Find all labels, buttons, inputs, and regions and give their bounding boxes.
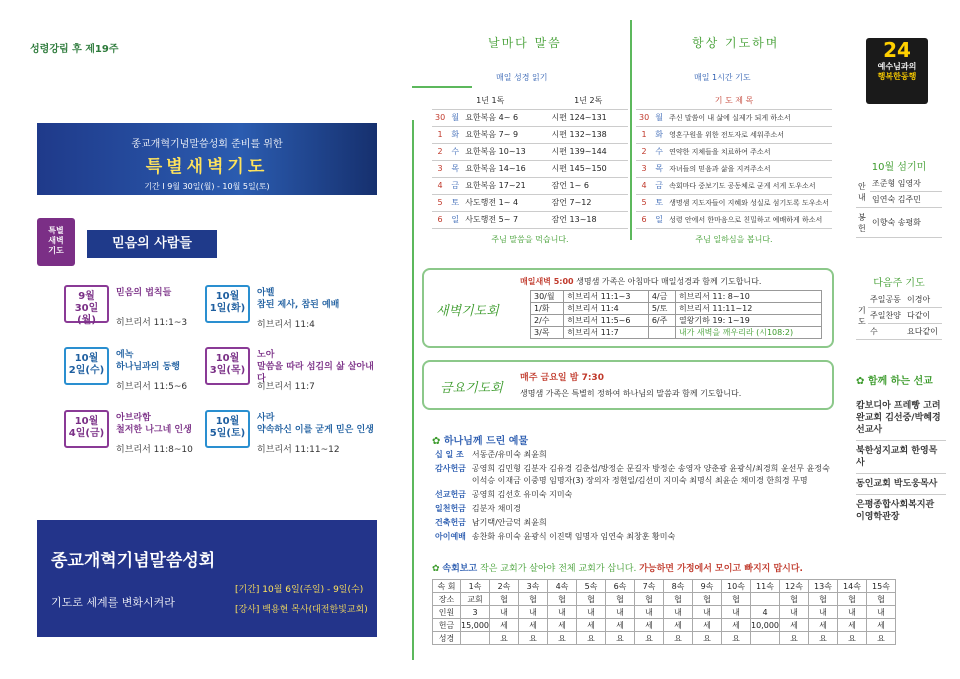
row-date: 6 xyxy=(636,211,652,228)
row-day: 목 xyxy=(652,160,666,177)
cell-value: 내 xyxy=(780,606,809,619)
dawn-cell: 히브리서 11:7 xyxy=(564,327,649,339)
dawn-cell: 히브리서 11:1~3 xyxy=(564,291,649,303)
row-date: 30 xyxy=(432,109,448,126)
row-date: 1 xyxy=(432,126,448,143)
table-row xyxy=(636,143,832,160)
cell-value: 교회 xyxy=(461,593,490,606)
offering-kind: 일천헌금 xyxy=(435,504,466,513)
cell-header-cell: 7속 xyxy=(635,580,664,593)
list-item xyxy=(432,502,842,516)
cell-value: 15,000 xyxy=(461,620,489,630)
offering-kind: 건축헌금 xyxy=(435,518,466,527)
cell-value: 내 xyxy=(693,606,722,619)
offering-names: 서동준/유미숙 최윤희 xyxy=(471,450,547,459)
cell-value: 10,000 xyxy=(751,620,779,630)
cell-value: 내 xyxy=(548,606,577,619)
cell-value: 협 xyxy=(577,593,606,606)
sermon-card xyxy=(205,410,375,458)
cell-value: 협 xyxy=(809,593,838,606)
cell-value: 요 xyxy=(809,632,838,645)
october-host-table: 안내 조준형 임영자 임연숙 김주민 봉헌 이향숙 송평화 xyxy=(856,176,942,238)
calendar-icon: 10월 2일(수) xyxy=(64,347,109,385)
dawn-cell: 내가 새벽을 깨우리라 (시108:2) xyxy=(675,327,821,339)
row-reading-1: 사도행전 5~ 7 xyxy=(462,211,548,228)
prayer-footer: 주님 일하심을 봅니다. xyxy=(695,235,773,244)
prayer-sub: 매일 1시간 기도 xyxy=(694,73,751,82)
table-row xyxy=(433,619,896,632)
row-date: 4 xyxy=(432,177,448,194)
sermon-title: 아브라함 철저한 나그네 인생 xyxy=(116,413,192,435)
table-row xyxy=(531,315,822,327)
cell-header: ✿ 속회보고 작은 교회가 살아야 전체 교회가 삽니다. 가능하면 가정에서 모이고 빠지지 맙시다. xyxy=(432,564,803,574)
row-topic: 속회마다 중보기도 공동체로 굳게 서게 도우소서 xyxy=(666,177,832,194)
list-item xyxy=(432,516,842,530)
cell-value: 요 xyxy=(548,632,577,645)
cell-header-cell: 6속 xyxy=(606,580,635,593)
dawn-cell: 2/수 xyxy=(531,315,564,327)
row-reading-1: 사도행전 1~ 4 xyxy=(462,194,548,211)
offering-names: 남기택/안금덕 최윤희 xyxy=(471,518,547,527)
cell-header-cell: 3속 xyxy=(519,580,548,593)
row-reading-2: 시편 132~138 xyxy=(549,126,628,143)
cell-value: 요 xyxy=(664,632,693,645)
cell-value: 협 xyxy=(606,593,635,606)
sermon-ref: 히브리서 11:5~6 xyxy=(116,382,188,392)
cell-value: 내 xyxy=(606,606,635,619)
sermon-title: 사라 약속하신 이를 굳게 믿은 인생 xyxy=(257,413,374,435)
row-day: 일 xyxy=(652,211,666,228)
row-topic: 생명샘 지도자들이 지혜와 성실로 섬기도록 도우소서 xyxy=(666,194,832,211)
row-date: 5 xyxy=(432,194,448,211)
calendar-icon: 10월 4일(금) xyxy=(64,410,109,448)
table-row xyxy=(636,177,832,194)
dawn-cell: 30/월 xyxy=(531,291,564,303)
conference-details: [기간] 10월 6일(주일) - 9일(수) [강사] 백용현 목사(대전한빛교회) xyxy=(235,585,368,615)
table-row xyxy=(433,580,896,593)
table-row xyxy=(432,109,628,126)
offering-kind: 선교헌금 xyxy=(435,490,466,499)
list-item xyxy=(432,530,842,544)
calendar-icon: 10월 1일(화) xyxy=(205,285,250,323)
table-row xyxy=(432,143,628,160)
list-item xyxy=(432,462,842,488)
cell-value: 내 xyxy=(664,606,693,619)
row-reading-1: 요한복음 4~ 6 xyxy=(462,109,548,126)
row-reading-1: 요한복음 10~13 xyxy=(462,143,548,160)
cell-value: 협 xyxy=(722,593,751,606)
sermon-ref: 히브리서 11:1~3 xyxy=(116,318,188,328)
cell-value: 협 xyxy=(867,593,896,606)
week-label: 성령강림 후 제19주 xyxy=(30,44,119,55)
row-day: 토 xyxy=(652,194,666,211)
cell-value: 인원 xyxy=(433,606,461,619)
dawn-cell: 히브리서 11:11~12 xyxy=(675,303,821,315)
row-date: 30 xyxy=(636,109,652,126)
cell-table xyxy=(432,579,896,645)
offering-names: 김분자 채미경 xyxy=(471,504,521,513)
tree-icon: ✿ xyxy=(432,564,443,574)
row-topic: 연약한 지체들을 치료하여 주소서 xyxy=(666,143,832,160)
cell-header-cell: 4속 xyxy=(548,580,577,593)
table-row xyxy=(636,160,832,177)
cell-value: 세 xyxy=(519,619,548,632)
cell-value: 내 xyxy=(519,606,548,619)
row-date: 2 xyxy=(636,143,652,160)
friday-label: 금요기도회 xyxy=(440,381,503,396)
divider-line xyxy=(412,86,472,88)
cell-value: 협 xyxy=(780,593,809,606)
daily-reading-sub: 매일 성경 읽기 xyxy=(496,73,548,82)
table-row xyxy=(432,194,628,211)
cell-value: 세 xyxy=(548,619,577,632)
row-day: 금 xyxy=(652,177,666,194)
offering-names: 송찬화 유미숙 윤광식 이진택 임명자 임연숙 최창훈 황미숙 xyxy=(471,532,676,541)
row-reading-2: 시편 139~144 xyxy=(549,143,628,160)
cell-value: 내 xyxy=(722,606,751,619)
cell-value: 3 xyxy=(461,606,490,619)
cell-header-cell: 속 회 xyxy=(433,580,461,593)
october-host-title: 10월 섬기미 xyxy=(871,162,927,173)
cell-header-cell: 12속 xyxy=(780,580,809,593)
table-row xyxy=(531,291,822,303)
cell-value: 4 xyxy=(751,606,780,619)
table-row xyxy=(636,211,832,228)
sermon-ref: 히브리서 11:8~10 xyxy=(116,445,193,455)
row-day: 화 xyxy=(448,126,462,143)
friday-intro: 매주 금요일 밤 7:30 xyxy=(520,373,604,383)
divider-line xyxy=(412,120,414,660)
row-day: 토 xyxy=(448,194,462,211)
dawn-cell: 열왕기하 19: 1~19 xyxy=(675,315,821,327)
dawn-cell: 히브리서 11: 8~10 xyxy=(675,291,821,303)
cell-value: 협 xyxy=(635,593,664,606)
row-day: 화 xyxy=(652,126,666,143)
cell-value xyxy=(751,632,780,645)
cell-value xyxy=(751,593,780,606)
row-day: 목 xyxy=(448,160,462,177)
cell-value: 협 xyxy=(838,593,867,606)
cell-header-cell: 5속 xyxy=(577,580,606,593)
tree-icon: ✿ xyxy=(432,436,444,447)
cell-value: 협 xyxy=(519,593,548,606)
cell-header-cell: 13속 xyxy=(809,580,838,593)
table-row xyxy=(432,126,628,143)
row-topic: 영혼구원을 위한 전도자로 세워주소서 xyxy=(666,126,832,143)
row-reading-2: 시편 124~131 xyxy=(549,109,628,126)
table-row xyxy=(531,327,822,339)
row-topic: 성령 안에서 한마음으로 친밀하고 예배하게 하소서 xyxy=(666,211,832,228)
row-reading-2: 잠언 7~12 xyxy=(549,194,628,211)
table-row xyxy=(433,593,896,606)
row-day: 금 xyxy=(448,177,462,194)
cell-header-cell: 14속 xyxy=(838,580,867,593)
cell-value: 세 xyxy=(606,619,635,632)
table-row xyxy=(433,606,896,619)
prayer-header: 항상 기도하며 xyxy=(692,36,780,50)
offering-title: ✿ 하나님께 드린 예물 xyxy=(432,436,529,447)
dawn-cell: 5/토 xyxy=(648,303,675,315)
list-item xyxy=(432,488,842,502)
cell-value: 요 xyxy=(838,632,867,645)
cell-value: 세 xyxy=(664,619,693,632)
row-reading-2: 잠언 13~18 xyxy=(549,211,628,228)
cell-value: 협 xyxy=(664,593,693,606)
dawn-cell: 히브리서 11:5~6 xyxy=(564,315,649,327)
cell-value: 세 xyxy=(577,619,606,632)
conference-subtitle: 기도로 세계를 변화시켜라 xyxy=(51,596,175,609)
cell-header-cell: 15속 xyxy=(867,580,896,593)
calendar-icon: 9월 30일(월) xyxy=(64,285,109,323)
cell-value: 요 xyxy=(606,632,635,645)
offering-names: 공영희 김선호 유미숙 지미숙 xyxy=(471,490,573,499)
row-day: 월 xyxy=(652,109,666,126)
offering-names: 공영희 김민형 김분자 김유경 김춘섭/방정순 문길자 방정순 송영자 양춘광 윤광식/최경희 윤선무 윤정숙 이석승 이재금 이중명 임명자(3) 장의자 정현일/김선미 지미숙 최명식 최윤순 채미경 한희경 무명 xyxy=(471,464,830,485)
daily-footer: 주님 말씀을 먹습니다. xyxy=(491,235,569,244)
row-date: 4 xyxy=(636,177,652,194)
cell-value: 협 xyxy=(548,593,577,606)
row-reading-1: 요한복음 14~16 xyxy=(462,160,548,177)
cell-value: 내 xyxy=(809,606,838,619)
cell-value: 요 xyxy=(635,632,664,645)
cell-value: 장소 xyxy=(433,593,461,606)
missions-title: ✿ 함께 하는 선교 xyxy=(856,376,933,387)
row-date: 2 xyxy=(432,143,448,160)
row-reading-1: 요한복음 7~ 9 xyxy=(462,126,548,143)
next-week-title: 다음주 기도 xyxy=(873,278,925,289)
row-date: 6 xyxy=(432,211,448,228)
cell-value: 요 xyxy=(519,632,548,645)
row-date: 1 xyxy=(636,126,652,143)
banner-period: 기간 I 9월 30일(월) - 10월 5일(토) xyxy=(144,182,270,191)
tree-icon: ✿ xyxy=(856,376,868,387)
cell-header-cell: 10속 xyxy=(722,580,751,593)
offering-kind: 아이예배 xyxy=(435,532,466,541)
cell-header-cell: 2속 xyxy=(490,580,519,593)
row-day: 수 xyxy=(652,143,666,160)
list-item xyxy=(432,448,842,462)
row-topic: 자녀들의 믿음과 삶을 지켜주소서 xyxy=(666,160,832,177)
sermon-title: 에녹 하나님과의 동행 xyxy=(116,350,180,372)
row-topic: 주신 말씀이 내 삶에 실제가 되게 하소서 xyxy=(666,109,832,126)
row-day: 수 xyxy=(448,143,462,160)
cell-value: 요 xyxy=(490,632,519,645)
sermon-title: 노아 말씀을 따라 섬김의 삶 살아내다 xyxy=(257,350,374,384)
dawn-cell: 3/목 xyxy=(531,327,564,339)
sermon-ref: 히브리서 11:11~12 xyxy=(257,445,340,455)
sermon-card xyxy=(205,285,375,333)
offering-table xyxy=(432,448,842,544)
dawn-label: 새벽기도회 xyxy=(436,304,499,319)
cell-value: 세 xyxy=(722,619,751,632)
special-dawn-tag: 특별 새벽 기도 xyxy=(37,218,75,266)
missions-list: 캄보디아 프레빵 고려완교회 김선중/박혜경선교사 북한성지교회 한영목사 동인교회 박도웅목사 은평종합사회복지관 이영학관장 xyxy=(856,400,946,523)
table-row xyxy=(432,211,628,228)
friday-text: 생명샘 가족은 특별히 정하여 하나님의 말씀과 함께 기도합니다. xyxy=(520,389,742,398)
cell-value: 세 xyxy=(635,619,664,632)
row-day: 월 xyxy=(448,109,462,126)
cell-header-cell: 8속 xyxy=(664,580,693,593)
offering-kind: 십 일 조 xyxy=(435,450,464,459)
calendar-icon: 10월 5일(토) xyxy=(205,410,250,448)
dawn-cell: 4/금 xyxy=(648,291,675,303)
row-date: 3 xyxy=(636,160,652,177)
table-row xyxy=(531,303,822,315)
row-reading-2: 잠언 1~ 6 xyxy=(549,177,628,194)
cell-value: 내 xyxy=(838,606,867,619)
conference-title: 종교개혁기념말씀성회 xyxy=(51,551,216,571)
cell-value: 내 xyxy=(490,606,519,619)
next-week-table: 기도 주일공동 이경아 주일찬양 다같이 수 요다같이 xyxy=(856,292,942,340)
cell-value: 세 xyxy=(693,619,722,632)
dawn-intro: 매일새벽 5:00 생명샘 가족은 아침마다 매일성경과 함께 기도합니다. xyxy=(520,277,762,286)
cell-value: 세 xyxy=(809,619,838,632)
row-date: 3 xyxy=(432,160,448,177)
cell-value: 요 xyxy=(867,632,896,645)
row-reading-1: 요한복음 17~21 xyxy=(462,177,548,194)
cell-value: 세 xyxy=(838,619,867,632)
dawn-cell: 히브리서 11:4 xyxy=(564,303,649,315)
cell-value: 협 xyxy=(490,593,519,606)
sermon-ref: 히브리서 11:4 xyxy=(257,320,315,330)
church-logo: 24 예수님과의 행복한동행 xyxy=(866,38,928,104)
divider-line xyxy=(630,20,632,240)
cell-value: 세 xyxy=(867,619,896,632)
cell-header-cell: 1속 xyxy=(461,580,490,593)
table-row xyxy=(432,160,628,177)
cell-header-cell: 9속 xyxy=(693,580,722,593)
cell-value: 내 xyxy=(635,606,664,619)
daily-reading-table: 1년 1독 1년 2독 30 월 요한복음 4~ 6 시편 124~131 1 화 요한복음 7~ 9 시편 132~138 2 수 요한복음 10~13 시편 139~144 3 목 요한복음 14~16 시편 145~150 4 금 요한복음 17~21 잠언 1~ 6 5 토 사도행전 1~ 4 잠언 7~12 6 일 사도행전 5~ 7 잠언 13~18 xyxy=(432,92,628,229)
row-reading-2: 시편 145~150 xyxy=(549,160,628,177)
cell-value: 요 xyxy=(577,632,606,645)
table-row xyxy=(636,126,832,143)
dawn-prayer-banner xyxy=(37,123,377,195)
sermon-title: 아벨 참된 제사, 참된 예배 xyxy=(257,288,340,310)
row-date: 5 xyxy=(636,194,652,211)
dawn-cell: 1/화 xyxy=(531,303,564,315)
sermon-card xyxy=(205,347,375,395)
cell-value: 내 xyxy=(867,606,896,619)
cell-value: 협 xyxy=(693,593,722,606)
sermon-ref: 히브리서 11:7 xyxy=(257,382,315,392)
conference-banner xyxy=(37,520,377,637)
daily-word-header: 날마다 말씀 xyxy=(488,36,562,50)
banner-line1: 종교개혁기념말씀성회 준비를 위한 xyxy=(131,139,283,150)
cell-value: 내 xyxy=(577,606,606,619)
cell-value: 요 xyxy=(693,632,722,645)
cell-value xyxy=(461,632,490,645)
dawn-cell: 6/주 xyxy=(648,315,675,327)
table-row xyxy=(636,194,832,211)
offering-kind: 감사헌금 xyxy=(435,464,466,473)
table-row xyxy=(636,109,832,126)
cell-header-cell: 11속 xyxy=(751,580,780,593)
cell-value: 세 xyxy=(780,619,809,632)
cell-value: 성경 xyxy=(433,632,461,645)
table-row xyxy=(432,177,628,194)
friday-box xyxy=(422,360,834,410)
prayer-table: 기 도 제 목 30 월 주신 말씀이 내 삶에 실제가 되게 하소서 1 화 영혼구원을 위한 전도자로 세워주소서 2 수 연약한 지체들을 치료하여 주소서 3 목 자녀들의 믿음과 삶을 지켜주소서 4 금 속회마다 중보기도 공동체로 굳게 서게 도우소서 5 토 생명샘 지도자들이 지혜와 성실로 섬기도록 도우소서 6 일 성령 안에서 한마음으로 친밀하고 예배하게 하소서 xyxy=(636,92,832,229)
cell-value: 요 xyxy=(780,632,809,645)
sermon-title: 믿음의 법칙들 xyxy=(116,288,172,298)
dawn-cell xyxy=(648,327,675,339)
calendar-icon: 10월 3일(목) xyxy=(205,347,250,385)
row-day: 일 xyxy=(448,211,462,228)
cell-value: 세 xyxy=(490,619,519,632)
table-row xyxy=(433,632,896,645)
cell-value: 헌금 xyxy=(433,619,461,632)
banner-title: 특별새벽기도 xyxy=(145,157,269,177)
faith-people-title: 믿음의 사람들 xyxy=(87,230,217,258)
cell-value: 요 xyxy=(722,632,751,645)
dawn-table xyxy=(530,290,822,339)
